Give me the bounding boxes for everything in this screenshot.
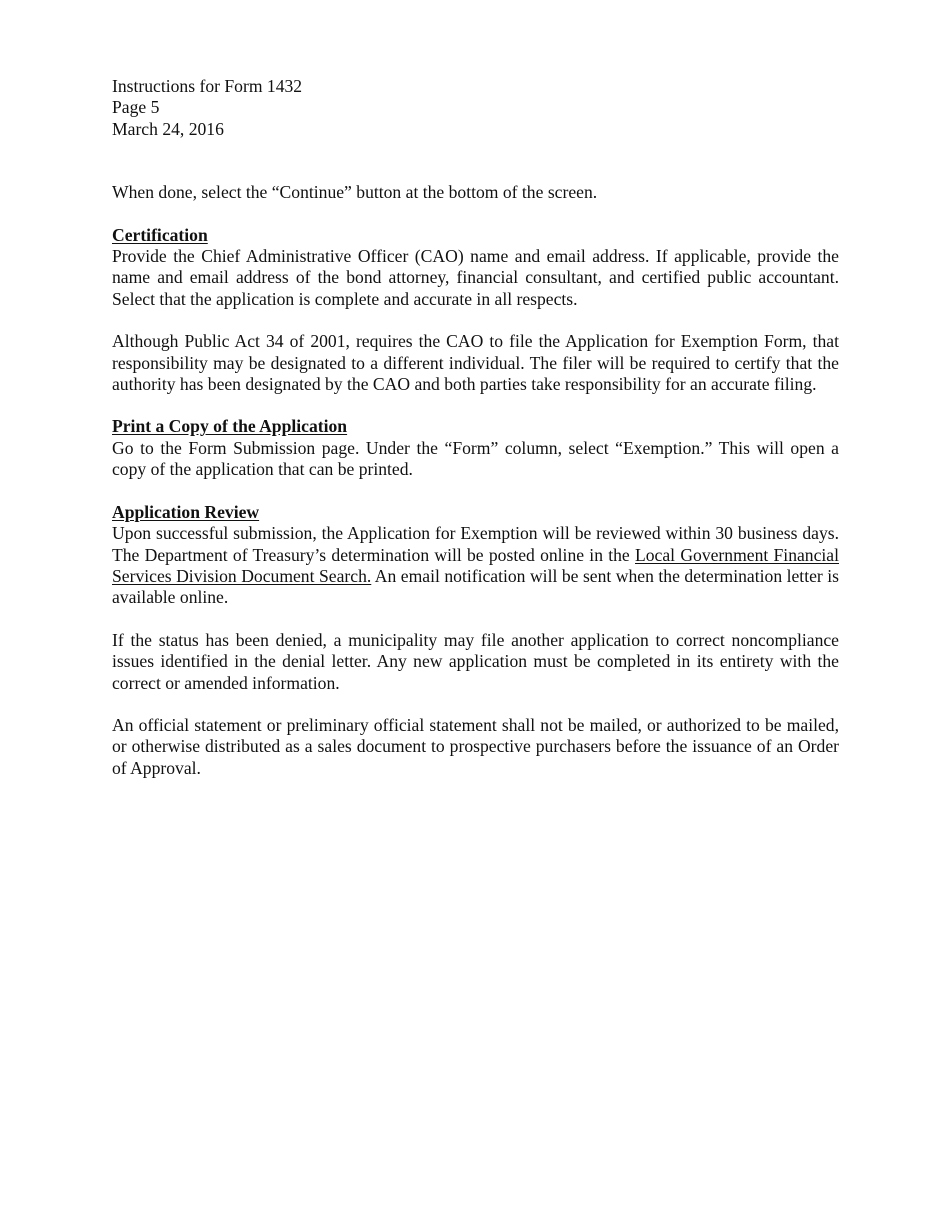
print-copy-paragraph: Go to the Form Submission page. Under the “Form” column, select “Exemption.” This will open a copy of the application that can be printed. [112, 437, 839, 480]
certification-paragraph-1: Provide the Chief Administrative Officer (CAO) name and email address. If applicable, provide the name and email address of the bond attorney, financial consultant, and certified public accountant. Select that the application is complete and accurate in all respects. [112, 246, 839, 309]
document-date: March 24, 2016 [112, 118, 224, 139]
certification-heading: Certification [112, 224, 208, 245]
application-review-paragraph-2: If the status has been denied, a municipality may file another application to correct noncompliance issues identified in the denial letter. Any new application must be completed in its entirety with the correct or amended information. [112, 629, 839, 693]
review-text-after-link: An email notification will be sent when the determination letter is available online. [112, 565, 839, 608]
document-page [112, 76, 839, 779]
certification-section [112, 225, 839, 396]
document-header [112, 76, 839, 140]
application-review-paragraph-1 [112, 523, 839, 609]
application-review-section [112, 502, 839, 779]
print-copy-heading: Print a Copy of the Application [112, 416, 348, 437]
page-number: Page 5 [112, 97, 160, 118]
document-search-link[interactable]: Local Government Financial Services Division Document Search. [112, 544, 839, 586]
review-text-before-link: Upon successful submission, the Application for Exemption will be reviewed within 30 business days. The Department of Treasury’s determination will be posted online in the [112, 523, 839, 565]
print-copy-section [112, 416, 839, 480]
intro-paragraph: When done, select the “Continue” button at the bottom of the screen. [112, 182, 598, 203]
application-review-heading: Application Review [112, 501, 260, 522]
application-review-paragraph-3: An official statement or preliminary official statement shall not be mailed, or authorized to be mailed, or otherwise distributed as a sales document to prospective purchasers before the issuance of an Order of Approval. [112, 714, 839, 778]
form-title: Instructions for Form 1432 [112, 76, 303, 96]
certification-paragraph-2: Although Public Act 34 of 2001, requires the CAO to file the Application for Exemption Form, that responsibility may be designated to a different individual. The filer will be required to certify that the authority has been designated by the CAO and both parties take responsibility for an accurate filing. [112, 331, 839, 395]
